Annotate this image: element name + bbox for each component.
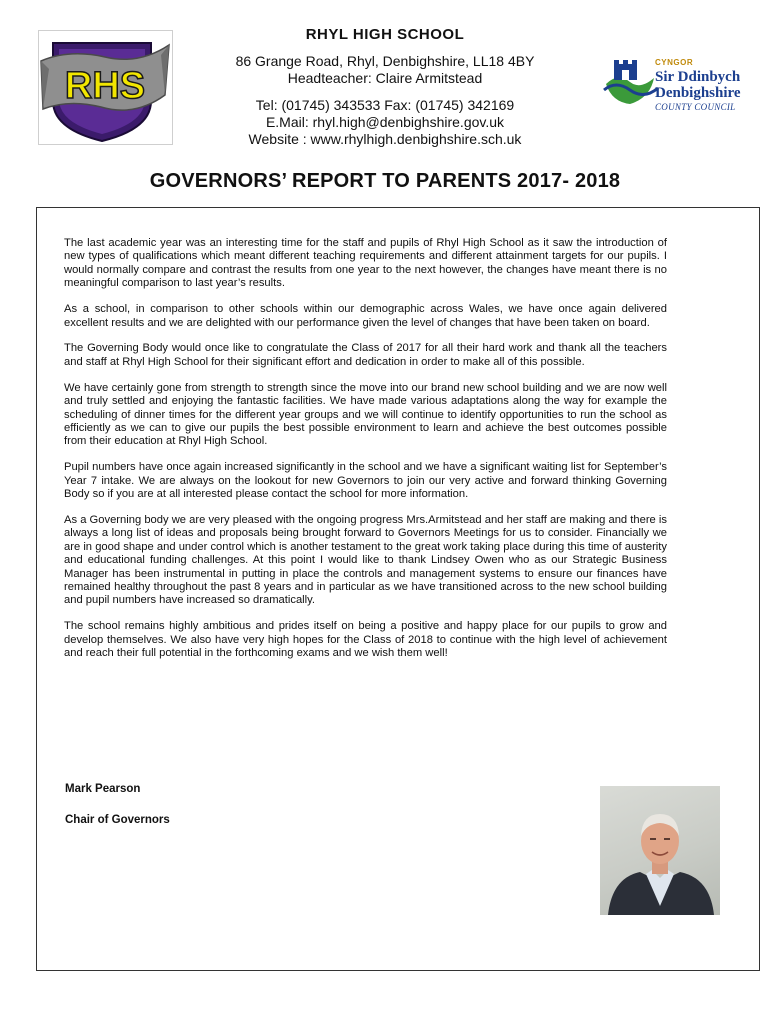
report-title: GOVERNORS’ REPORT TO PARENTS 2017- 2018 bbox=[149, 170, 621, 192]
school-address: 86 Grange Road, Rhyl, Denbighshire, LL18 4BY bbox=[235, 53, 535, 69]
signatory-name: Mark Pearson bbox=[65, 783, 141, 795]
council-subtitle: COUNTY COUNCIL bbox=[655, 102, 736, 112]
council-welsh-name: Sir Ddinbych bbox=[655, 69, 741, 85]
council-cyngor: CYNGOR bbox=[655, 58, 694, 67]
paragraph: We have certainly gone from strength to strength since the move into our brand new school building and we are now well and truly settled and enjoying the fantastic facilities. We have made various adaptations along the way for example the scheduling of dinner times for the different year groups and we will continue to identify opportunities to run the school as efficiently as we can to give our pupils the best possible environment to learn and achieve the best outcomes possible from their education at Rhyl High School. bbox=[64, 381, 667, 448]
chair-portrait-photo bbox=[600, 786, 720, 915]
paragraph: As a Governing body we are very pleased with the ongoing progress Mrs.Armitstead and her staff are making and there is always a long list of ideas and proposals being brought forward to Governors Meetings for us to consider. Financially we are in good shape and under control which is another testament to the great work taking place during this time of austerity and educational funding challenges. At this point I would like to thank Lindsey Owen who as our Strategic Business Manager has been instrumental in putting in place the controls and management systems to ensure our finances have remained healthy throughout the past 8 years and in particular as we have transitioned across to the new school building and pupil numbers have increased so dramatically. bbox=[64, 514, 667, 607]
paragraph: Pupil numbers have once again increased significantly in the school and we have a significant waiting list for September’s Year 7 intake. We are always on the lookout for new Governors to join our very active and forward thinking Governing Body so if you are at all interested please contact the school for more information. bbox=[64, 461, 667, 501]
website: Website : www.rhylhigh.denbighshire.sch.uk bbox=[248, 131, 522, 147]
paragraph: The last academic year was an interesting time for the staff and pupils of Rhyl High School as it saw the introduction of new types of qualifications which meant different teaching requirements and different attainment targets for our pupils. I would normally compare and contrast the results from one year to the next however, the changes have meant there is no meaningful comparison to last year’s results. bbox=[64, 237, 667, 290]
paragraph: As a school, in comparison to other schools within our demographic across Wales, we have once again delivered excellent results and we are delighted with our performance given the level of changes that have been taken on board. bbox=[64, 303, 667, 329]
castle-dragon-icon bbox=[600, 50, 660, 110]
headteacher: Headteacher: Claire Armitstead bbox=[287, 70, 483, 86]
paragraph: The school remains highly ambitious and prides itself on being a positive and happy place for our pupils to grow and develop themselves. We also have very high hopes for the Class of 2018 to continue with the high level of achievement and reach their full potential in the forthcoming exams and we wish them well! bbox=[64, 620, 667, 660]
signatory-role: Chair of Governors bbox=[65, 814, 170, 826]
email: E.Mail: rhyl.high@denbighshire.gov.uk bbox=[265, 114, 505, 130]
paragraph: The Governing Body would once like to congratulate the Class of 2017 for all their hard work and thank all the teachers and staff at Rhyl High School for their significant effort and dedication in order to make all of this possible. bbox=[64, 342, 667, 368]
school-name: RHYL HIGH SCHOOL bbox=[305, 26, 465, 43]
council-name bbox=[655, 56, 765, 114]
person-portrait-icon bbox=[600, 786, 720, 915]
report-body bbox=[64, 237, 667, 673]
council-english-name: Denbighshire bbox=[655, 85, 741, 101]
svg-text:RHS: RHS bbox=[64, 65, 146, 107]
phone-fax: Tel: (01745) 343533 Fax: (01745) 342169 bbox=[255, 97, 515, 113]
